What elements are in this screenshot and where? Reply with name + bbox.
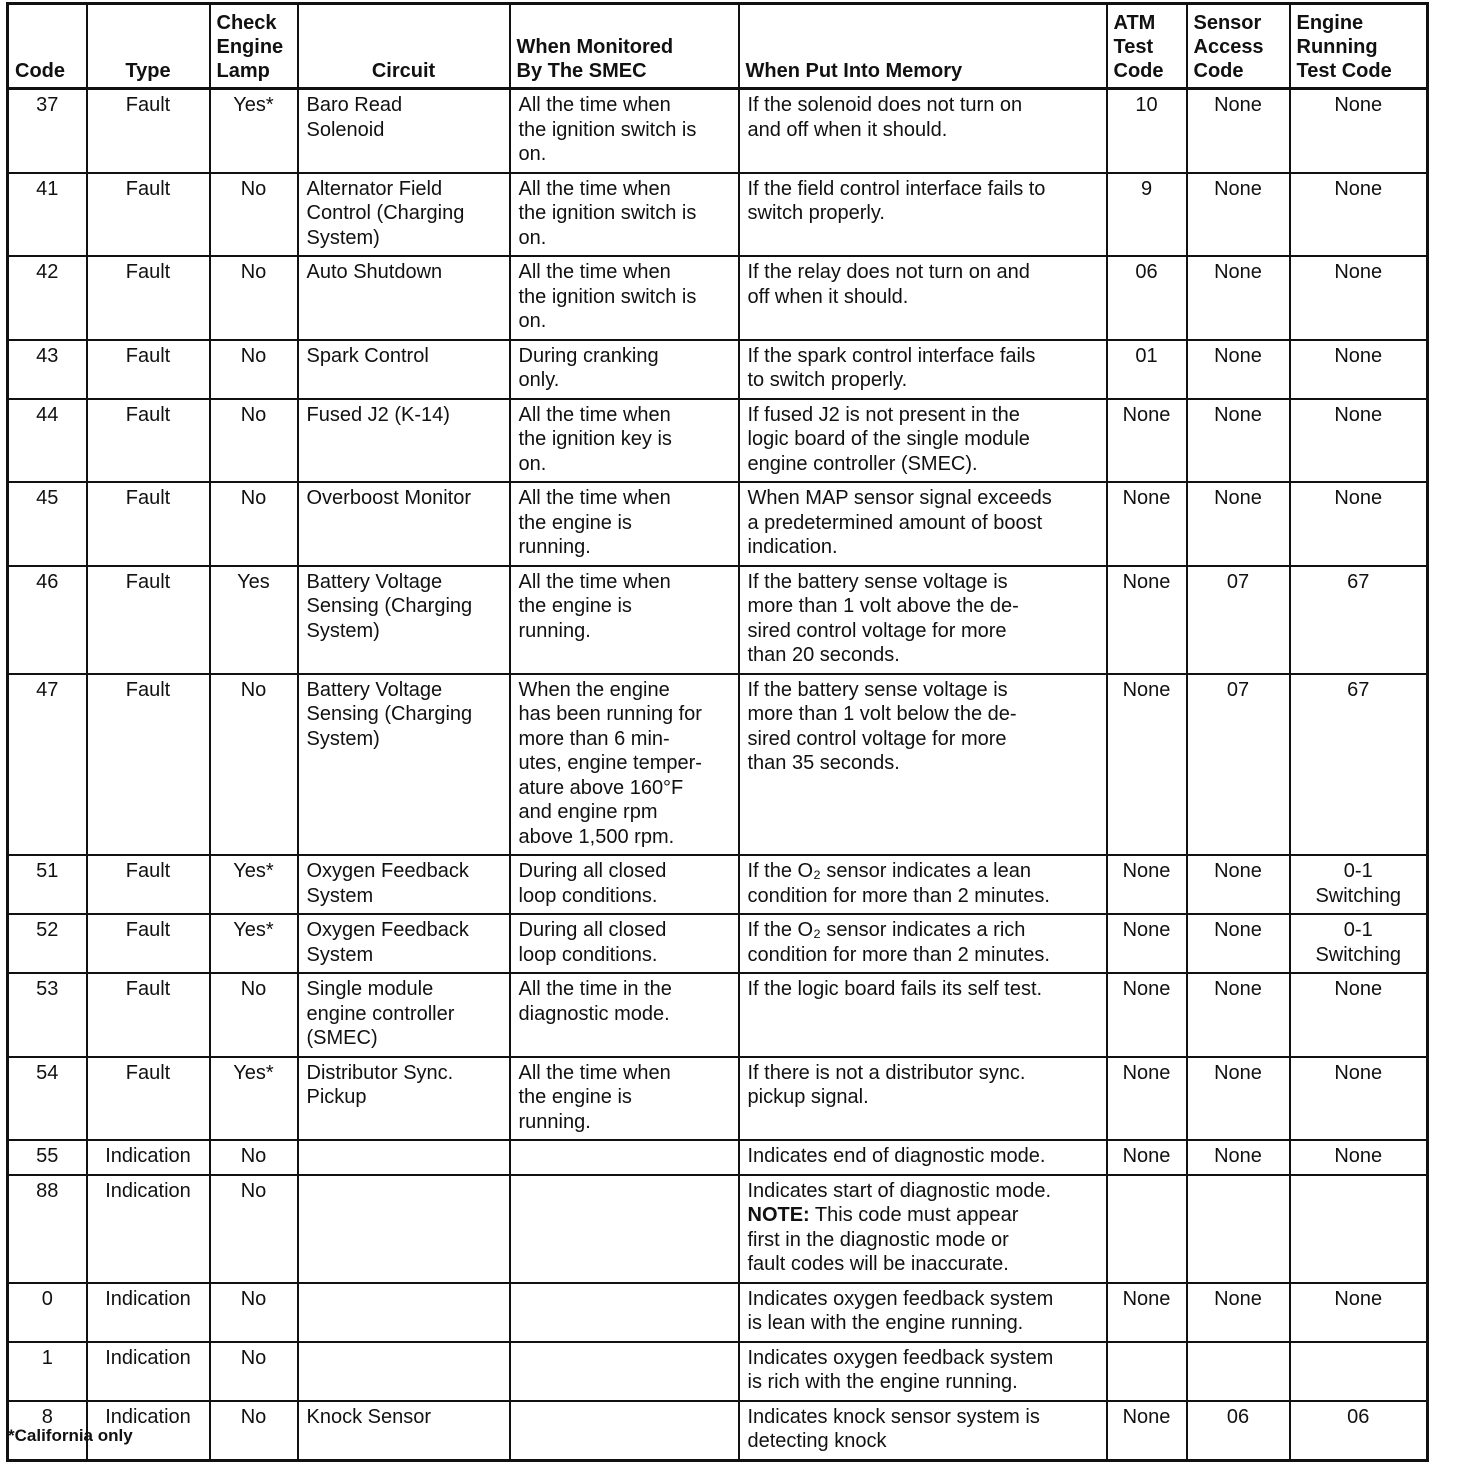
cell-sensor: None <box>1187 482 1290 566</box>
header-code: Code <box>8 4 87 89</box>
table-row <box>8 340 1428 399</box>
cell-monitored: All the time when the engine is running. <box>510 482 739 566</box>
cell-monitored: All the time in the diagnostic mode. <box>510 973 739 1057</box>
cell-code: 47 <box>8 674 87 856</box>
cell-memory: If the logic board fails its self test. <box>739 973 1107 1057</box>
note-text: This code must appear first in the diagnostic mode or fault codes will be inaccurate. <box>747 1204 1019 1275</box>
cell-memory: If the field control interface fails to switch properly. <box>739 173 1107 257</box>
cell-atm: None <box>1107 1057 1187 1141</box>
cell-engine: None <box>1290 1057 1428 1141</box>
header-type: Type <box>87 4 210 89</box>
cell-type: Fault <box>87 855 210 914</box>
cell-atm: None <box>1107 1401 1187 1461</box>
cell-lamp: No <box>210 1401 298 1461</box>
cell-circuit: Baro Read Solenoid <box>298 89 510 173</box>
cell-atm: None <box>1107 482 1187 566</box>
cell-lamp: Yes* <box>210 89 298 173</box>
cell-engine: 67 <box>1290 566 1428 674</box>
cell-type: Fault <box>87 256 210 340</box>
cell-engine <box>1290 1175 1428 1283</box>
cell-type: Indication <box>87 1140 210 1175</box>
cell-sensor: None <box>1187 256 1290 340</box>
cell-memory: Indicates end of diagnostic mode. <box>739 1140 1107 1175</box>
cell-atm <box>1107 1342 1187 1401</box>
table-row <box>8 855 1428 914</box>
cell-type: Indication <box>87 1283 210 1342</box>
cell-atm: None <box>1107 973 1187 1057</box>
header-atm-test-code: ATM Test Code <box>1107 4 1187 89</box>
note-label: NOTE: <box>747 1204 810 1226</box>
cell-sensor <box>1187 1342 1290 1401</box>
table-row <box>8 973 1428 1057</box>
cell-monitored <box>510 1175 739 1283</box>
table-row <box>8 89 1428 173</box>
cell-memory: When MAP sensor signal exceeds a predetermined amount of boost indication. <box>739 482 1107 566</box>
cell-lamp: No <box>210 1283 298 1342</box>
cell-monitored: All the time when the ignition key is on. <box>510 399 739 483</box>
cell-engine: 67 <box>1290 674 1428 856</box>
header-engine-running-test-code: Engine Running Test Code <box>1290 4 1428 89</box>
cell-engine: 0-1 Switching <box>1290 914 1428 973</box>
cell-engine: None <box>1290 399 1428 483</box>
table-row <box>8 566 1428 674</box>
cell-type: Fault <box>87 340 210 399</box>
cell-monitored <box>510 1283 739 1342</box>
cell-monitored: All the time when the ignition switch is on. <box>510 256 739 340</box>
cell-code: 37 <box>8 89 87 173</box>
table-row <box>8 1057 1428 1141</box>
cell-type: Fault <box>87 173 210 257</box>
cell-memory: If the battery sense voltage is more than 1 volt below the de- sired control voltage for more than 35 seconds. <box>739 674 1107 856</box>
cell-memory: If the O₂ sensor indicates a rich condition for more than 2 minutes. <box>739 914 1107 973</box>
cell-engine: None <box>1290 1140 1428 1175</box>
cell-lamp: Yes <box>210 566 298 674</box>
table-row <box>8 1140 1428 1175</box>
cell-code: 53 <box>8 973 87 1057</box>
cell-atm: None <box>1107 399 1187 483</box>
cell-engine: None <box>1290 173 1428 257</box>
table-row <box>8 674 1428 856</box>
cell-circuit: Oxygen Feedback System <box>298 914 510 973</box>
cell-circuit <box>298 1342 510 1401</box>
table-header-row <box>8 4 1428 89</box>
cell-circuit: Single module engine controller (SMEC) <box>298 973 510 1057</box>
cell-code: 88 <box>8 1175 87 1283</box>
cell-monitored: All the time when the engine is running. <box>510 1057 739 1141</box>
cell-code: 42 <box>8 256 87 340</box>
cell-monitored <box>510 1342 739 1401</box>
cell-atm: 01 <box>1107 340 1187 399</box>
cell-code: 51 <box>8 855 87 914</box>
table-row <box>8 914 1428 973</box>
cell-engine <box>1290 1342 1428 1401</box>
table-row <box>8 1401 1428 1461</box>
cell-monitored: All the time when the engine is running. <box>510 566 739 674</box>
cell-engine: None <box>1290 973 1428 1057</box>
cell-code: 52 <box>8 914 87 973</box>
header-sensor-access-code: Sensor Access Code <box>1187 4 1290 89</box>
cell-circuit <box>298 1283 510 1342</box>
cell-engine: 0-1 Switching <box>1290 855 1428 914</box>
cell-monitored: During all closed loop conditions. <box>510 914 739 973</box>
cell-type: Fault <box>87 1057 210 1141</box>
cell-memory: Indicates oxygen feedback system is rich with the engine running. <box>739 1342 1107 1401</box>
cell-atm: 9 <box>1107 173 1187 257</box>
cell-circuit <box>298 1140 510 1175</box>
cell-circuit: Distributor Sync. Pickup <box>298 1057 510 1141</box>
cell-sensor: None <box>1187 973 1290 1057</box>
cell-lamp: No <box>210 173 298 257</box>
cell-monitored <box>510 1401 739 1461</box>
cell-engine: None <box>1290 1283 1428 1342</box>
cell-sensor: 07 <box>1187 674 1290 856</box>
cell-memory: If the O₂ sensor indicates a lean condition for more than 2 minutes. <box>739 855 1107 914</box>
cell-circuit: Spark Control <box>298 340 510 399</box>
cell-type: Fault <box>87 914 210 973</box>
cell-atm: None <box>1107 1283 1187 1342</box>
cell-code: 41 <box>8 173 87 257</box>
cell-code: 46 <box>8 566 87 674</box>
cell-code: 54 <box>8 1057 87 1141</box>
cell-engine: None <box>1290 340 1428 399</box>
table-row <box>8 1342 1428 1401</box>
cell-monitored: When the engine has been running for more than 6 min- utes, engine temper- ature above 160°F and engine rpm above 1,500 rpm. <box>510 674 739 856</box>
cell-sensor: None <box>1187 1283 1290 1342</box>
cell-type: Fault <box>87 674 210 856</box>
cell-code: 0 <box>8 1283 87 1342</box>
table-row <box>8 399 1428 483</box>
cell-atm: 06 <box>1107 256 1187 340</box>
table-body <box>8 89 1428 1461</box>
cell-atm: None <box>1107 674 1187 856</box>
table-row <box>8 173 1428 257</box>
cell-lamp: No <box>210 1342 298 1401</box>
cell-code: 43 <box>8 340 87 399</box>
cell-memory: If the relay does not turn on and off when it should. <box>739 256 1107 340</box>
cell-type: Indication <box>87 1342 210 1401</box>
cell-sensor <box>1187 1175 1290 1283</box>
cell-circuit: Battery Voltage Sensing (Charging System) <box>298 674 510 856</box>
fault-code-table <box>6 2 1429 1462</box>
cell-circuit: Overboost Monitor <box>298 482 510 566</box>
cell-memory: If fused J2 is not present in the logic board of the single module engine controller (SMEC). <box>739 399 1107 483</box>
cell-code: 1 <box>8 1342 87 1401</box>
cell-sensor: 06 <box>1187 1401 1290 1461</box>
cell-lamp: No <box>210 1175 298 1283</box>
cell-lamp: No <box>210 256 298 340</box>
memory-text: Indicates start of diagnostic mode. <box>747 1179 1051 1202</box>
table-row <box>8 256 1428 340</box>
cell-sensor: None <box>1187 89 1290 173</box>
table-row <box>8 482 1428 566</box>
cell-engine: 06 <box>1290 1401 1428 1461</box>
cell-atm: 10 <box>1107 89 1187 173</box>
cell-type: Fault <box>87 973 210 1057</box>
cell-memory: If the battery sense voltage is more than 1 volt above the de- sired control voltage for more than 20 seconds. <box>739 566 1107 674</box>
cell-circuit: Fused J2 (K-14) <box>298 399 510 483</box>
cell-lamp: No <box>210 482 298 566</box>
cell-memory: If the solenoid does not turn on and off when it should. <box>739 89 1107 173</box>
cell-lamp: Yes* <box>210 1057 298 1141</box>
cell-type: Fault <box>87 89 210 173</box>
cell-type: Indication <box>87 1175 210 1283</box>
cell-lamp: No <box>210 340 298 399</box>
cell-atm: None <box>1107 855 1187 914</box>
cell-type: Indication <box>87 1401 210 1461</box>
header-circuit: Circuit <box>298 4 510 89</box>
cell-monitored: During cranking only. <box>510 340 739 399</box>
cell-type: Fault <box>87 399 210 483</box>
cell-memory: Indicates oxygen feedback system is lean with the engine running. <box>739 1283 1107 1342</box>
cell-sensor: None <box>1187 1140 1290 1175</box>
cell-circuit <box>298 1175 510 1283</box>
cell-atm: None <box>1107 1140 1187 1175</box>
footnote: *California only <box>8 1426 133 1445</box>
cell-lamp: No <box>210 399 298 483</box>
table-row <box>8 1175 1428 1283</box>
cell-engine: None <box>1290 256 1428 340</box>
cell-atm <box>1107 1175 1187 1283</box>
cell-memory: Indicates knock sensor system is detecting knock <box>739 1401 1107 1461</box>
cell-sensor: None <box>1187 399 1290 483</box>
cell-sensor: None <box>1187 340 1290 399</box>
cell-code: 55 <box>8 1140 87 1175</box>
cell-monitored: All the time when the ignition switch is on. <box>510 89 739 173</box>
cell-engine: None <box>1290 89 1428 173</box>
cell-circuit: Knock Sensor <box>298 1401 510 1461</box>
cell-type: Fault <box>87 566 210 674</box>
cell-circuit: Oxygen Feedback System <box>298 855 510 914</box>
cell-lamp: No <box>210 674 298 856</box>
header-when-put-into-memory: When Put Into Memory <box>739 4 1107 89</box>
header-check-engine-lamp: Check Engine Lamp <box>210 4 298 89</box>
cell-code: 45 <box>8 482 87 566</box>
cell-lamp: No <box>210 1140 298 1175</box>
cell-sensor: None <box>1187 173 1290 257</box>
cell-sensor: None <box>1187 914 1290 973</box>
cell-circuit: Battery Voltage Sensing (Charging System) <box>298 566 510 674</box>
cell-sensor: None <box>1187 855 1290 914</box>
cell-atm: None <box>1107 914 1187 973</box>
cell-sensor: None <box>1187 1057 1290 1141</box>
cell-circuit: Alternator Field Control (Charging System) <box>298 173 510 257</box>
cell-memory: If there is not a distributor sync. pickup signal. <box>739 1057 1107 1141</box>
cell-code: 44 <box>8 399 87 483</box>
cell-lamp: Yes* <box>210 855 298 914</box>
table-row <box>8 1283 1428 1342</box>
cell-monitored <box>510 1140 739 1175</box>
cell-memory: If the spark control interface fails to switch properly. <box>739 340 1107 399</box>
cell-monitored: During all closed loop conditions. <box>510 855 739 914</box>
cell-monitored: All the time when the ignition switch is on. <box>510 173 739 257</box>
cell-sensor: 07 <box>1187 566 1290 674</box>
cell-engine: None <box>1290 482 1428 566</box>
cell-lamp: No <box>210 973 298 1057</box>
cell-circuit: Auto Shutdown <box>298 256 510 340</box>
cell-atm: None <box>1107 566 1187 674</box>
cell-lamp: Yes* <box>210 914 298 973</box>
header-when-monitored: When Monitored By The SMEC <box>510 4 739 89</box>
cell-memory <box>739 1175 1107 1283</box>
cell-code: 8 <box>8 1401 87 1461</box>
cell-type: Fault <box>87 482 210 566</box>
